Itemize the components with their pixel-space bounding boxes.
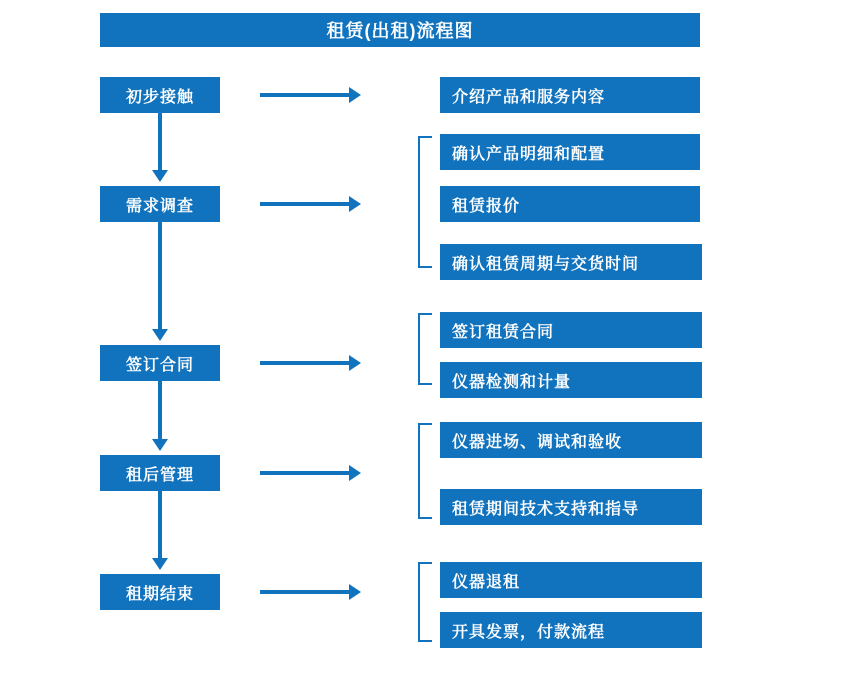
horizontal-arrow-5 — [260, 590, 350, 594]
page-title: 租赁(出租)流程图 — [100, 13, 700, 47]
task-box-5[interactable]: 签订租赁合同 — [440, 312, 702, 348]
task-box-1[interactable]: 介绍产品和服务内容 — [440, 77, 700, 113]
arrow-head-icon — [349, 196, 361, 212]
vertical-arrow-4 — [158, 491, 162, 559]
horizontal-arrow-3 — [260, 361, 350, 365]
bracket-group-4 — [418, 423, 432, 519]
task-box-3[interactable]: 租赁报价 — [440, 186, 700, 222]
task-box-9[interactable]: 仪器退租 — [440, 562, 702, 598]
arrow-head-icon — [152, 170, 168, 182]
bracket-group-2 — [418, 136, 432, 268]
arrow-head-icon — [349, 87, 361, 103]
task-box-10[interactable]: 开具发票，付款流程 — [440, 612, 702, 648]
task-box-7[interactable]: 仪器进场、调试和验收 — [440, 422, 702, 458]
arrow-head-icon — [152, 439, 168, 451]
stage-box-4[interactable]: 租后管理 — [100, 455, 220, 491]
vertical-arrow-2 — [158, 222, 162, 330]
arrow-head-icon — [349, 584, 361, 600]
vertical-arrow-3 — [158, 381, 162, 440]
horizontal-arrow-1 — [260, 93, 350, 97]
stage-box-2[interactable]: 需求调查 — [100, 186, 220, 222]
stage-box-1[interactable]: 初步接触 — [100, 77, 220, 113]
task-box-2[interactable]: 确认产品明细和配置 — [440, 134, 700, 170]
stage-box-5[interactable]: 租期结束 — [100, 574, 220, 610]
arrow-head-icon — [152, 329, 168, 341]
horizontal-arrow-4 — [260, 471, 350, 475]
stage-box-3[interactable]: 签订合同 — [100, 345, 220, 381]
horizontal-arrow-2 — [260, 202, 350, 206]
arrow-head-icon — [349, 465, 361, 481]
arrow-head-icon — [152, 558, 168, 570]
arrow-head-icon — [349, 355, 361, 371]
task-box-6[interactable]: 仪器检测和计量 — [440, 362, 702, 398]
vertical-arrow-1 — [158, 113, 162, 171]
bracket-group-5 — [418, 562, 432, 642]
task-box-8[interactable]: 租赁期间技术支持和指导 — [440, 489, 702, 525]
task-box-4[interactable]: 确认租赁周期与交货时间 — [440, 244, 702, 280]
bracket-group-3 — [418, 313, 432, 385]
